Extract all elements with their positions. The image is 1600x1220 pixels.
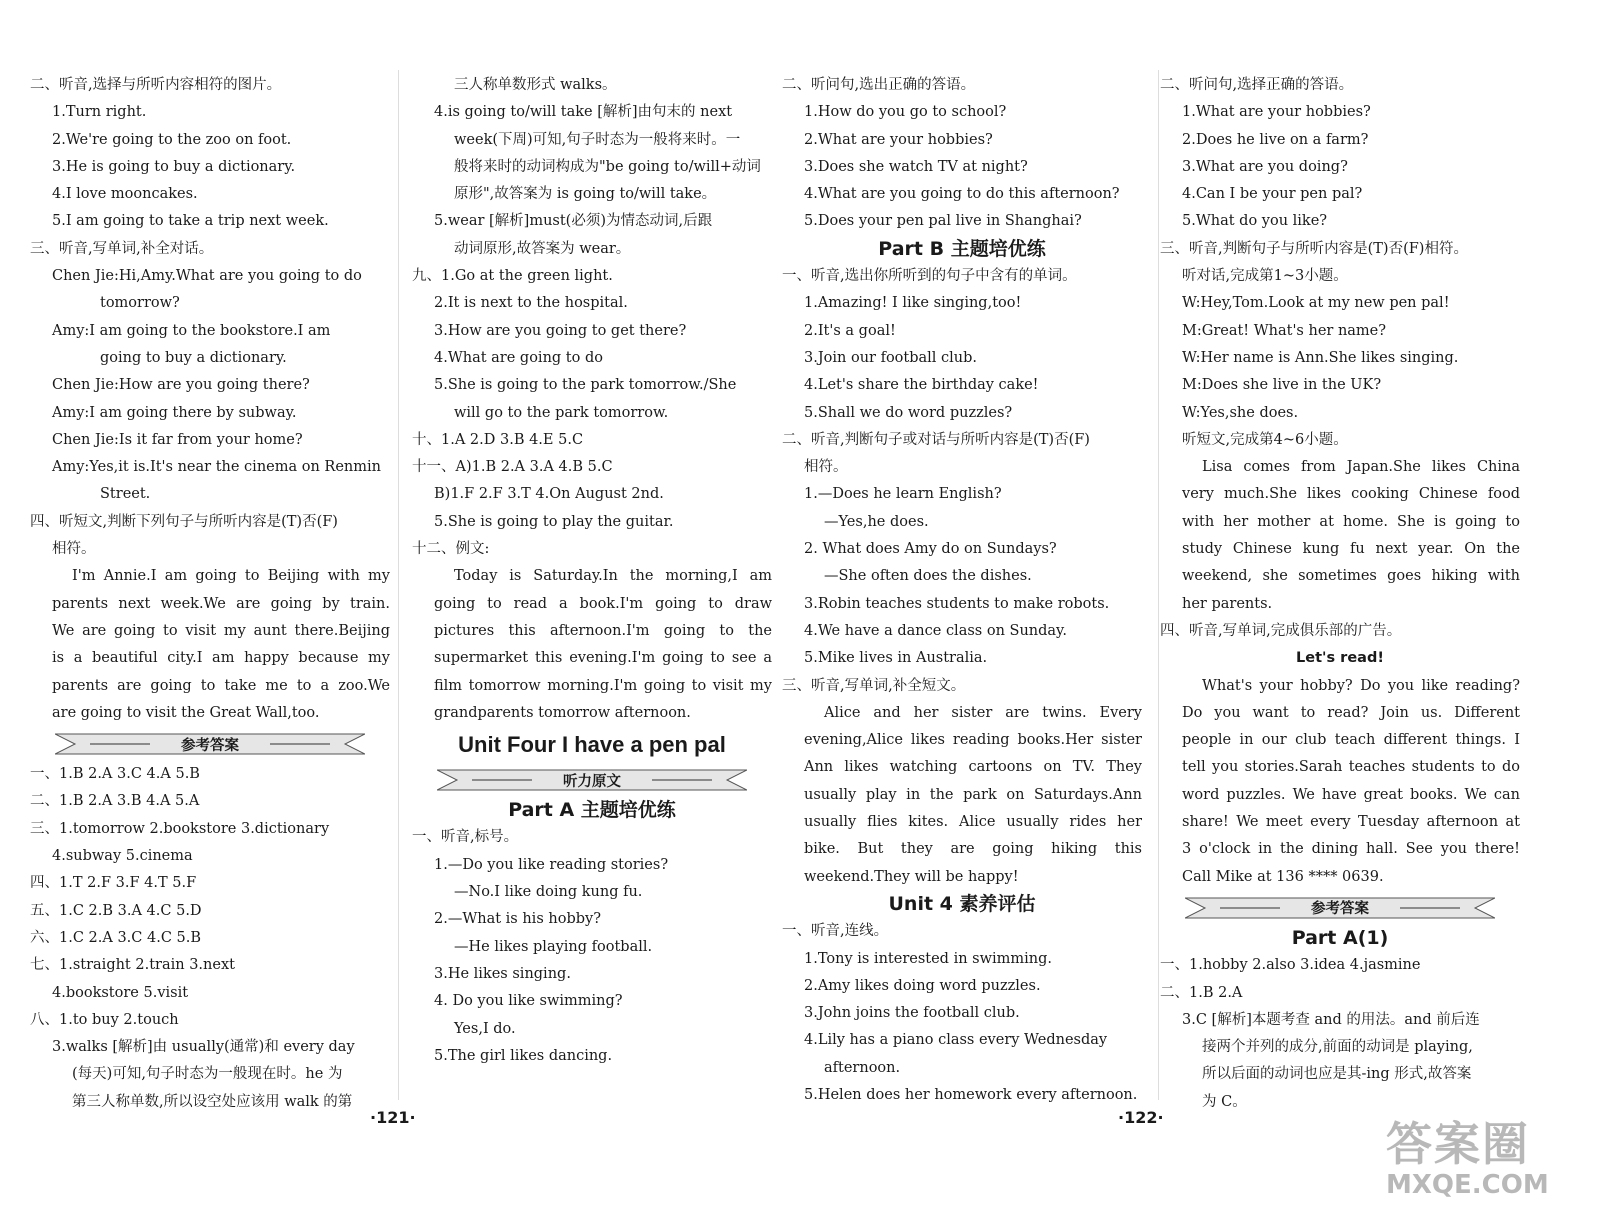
text-line: will go to the park tomorrow.: [454, 404, 669, 421]
text-line: —No.I like doing kung fu.: [454, 884, 643, 901]
text-line: Yes,I do.: [454, 1020, 516, 1037]
text-line: 5.Does your pen pal live in Shanghai?: [804, 213, 1082, 230]
watermark-logo: [1386, 1108, 1566, 1208]
text-line: 2.It's a goal!: [804, 322, 896, 339]
text-line: pictures this afternoon.I'm going to the: [434, 622, 772, 639]
text-line: supermarket this evening.I'm going to see a: [434, 650, 772, 667]
text-line: Street.: [100, 486, 151, 503]
text-line: are going to visit the Great Wall,too.: [52, 704, 320, 721]
text-line: 1.—Does he learn English?: [804, 486, 1002, 503]
unit-heading: Unit Four I have a pen pal: [458, 732, 726, 758]
text-line: 二、听音,判断句子或对话与所听内容是(T)否(F): [782, 431, 1090, 448]
text-line: Chen Jie:Is it far from your home?: [52, 431, 303, 448]
text-line: M:Great! What's her name?: [1182, 322, 1387, 339]
text-line: 一、1.hobby 2.also 3.idea 4.jasmine: [1160, 957, 1421, 974]
section-heading: Part A(1): [1291, 926, 1389, 949]
text-line: 四、听短文,判断下列句子与所听内容是(T)否(F): [30, 513, 338, 530]
text-line: 1.Tony is interested in swimming.: [804, 950, 1053, 967]
text-line: 二、听问句,选择正确的答语。: [1160, 77, 1354, 93]
text-line: 三、听音,写单词,补全短文。: [782, 677, 966, 694]
text-line: 5.She is going to play the guitar.: [434, 513, 674, 530]
column-rule: [398, 70, 399, 1100]
text-line: afternoon.: [824, 1059, 901, 1076]
text-line: 1.Turn right.: [52, 104, 147, 121]
section-heading: Part B 主题培优练: [878, 237, 1046, 260]
text-line: 动词原形,故答案为 wear。: [454, 240, 631, 257]
text-line: 5.What do you like?: [1182, 213, 1328, 230]
text-line: 3 o'clock in the dining hall. See you there!: [1182, 841, 1520, 858]
column-2: [412, 72, 772, 1070]
text-line: 1.—Do you like reading stories?: [434, 856, 669, 873]
section-heading: Let's read!: [1296, 650, 1384, 667]
text-line: 3.John joins the football club.: [804, 1005, 1020, 1022]
text-line: film tomorrow morning.I'm going to visit my: [434, 677, 772, 694]
text-line: 4.Let's share the birthday cake!: [804, 377, 1039, 394]
text-line: 三、听音,判断句子与所听内容是(T)否(F)相符。: [1160, 240, 1468, 257]
text-line: 4. Do you like swimming?: [434, 993, 623, 1010]
text-line: 般将来时的动词构成为"be going to/will+动词: [454, 158, 761, 175]
text-line: Chen Jie:Hi,Amy.What are you going to do: [52, 268, 362, 285]
text-line: 二、听问句,选出正确的答语。: [782, 77, 976, 93]
text-line: —She often does the dishes.: [824, 568, 1032, 585]
text-line: 十、1.A 2.D 3.B 4.E 5.C: [412, 431, 584, 448]
text-line: 2.It is next to the hospital.: [434, 295, 628, 312]
text-line: Ann likes watching cartoons on TV. They: [804, 759, 1142, 776]
text-line: 4.We have a dance class on Sunday.: [804, 622, 1067, 639]
text-line: 一、听音,连线。: [782, 923, 889, 940]
text-line: usually flies kites. Alice usually rides her: [804, 814, 1142, 831]
text-line: going to buy a dictionary.: [100, 349, 287, 366]
text-line: 2.Amy likes doing word puzzles.: [804, 977, 1041, 994]
text-line: 4.is going to/will take [解析]由句末的 next: [434, 104, 733, 121]
text-line: grandparents tomorrow afternoon.: [434, 704, 691, 721]
text-line: people in our club teach different things. I: [1182, 732, 1520, 749]
text-line: B)1.F 2.F 3.T 4.On August 2nd.: [434, 486, 664, 503]
text-line: 三、听音,写单词,补全对话。: [30, 240, 214, 257]
text-line: W:Yes,she does.: [1182, 404, 1299, 421]
text-line: 十二、例文:: [412, 541, 490, 558]
text-line: 八、1.to buy 2.touch: [30, 1011, 179, 1028]
text-line: very much.She likes cooking Chinese food: [1182, 486, 1520, 503]
text-line: share! We meet every Tuesday afternoon at: [1182, 814, 1520, 831]
column-1: [30, 72, 390, 1116]
text-line: 四、听音,写单词,完成俱乐部的广告。: [1160, 622, 1402, 639]
text-line: Do you want to read? Join us. Different: [1182, 704, 1520, 721]
text-line: 4.I love mooncakes.: [52, 186, 198, 203]
text-line: Today is Saturday.In the morning,I am: [454, 568, 772, 585]
text-line: 2.What are your hobbies?: [804, 131, 993, 148]
text-line: What's your hobby? Do you like reading?: [1202, 677, 1520, 694]
text-line: Amy:Yes,it is.It's near the cinema on Renmin: [52, 459, 381, 476]
text-line: 1.Amazing! I like singing,too!: [804, 295, 1022, 312]
text-line: 七、1.straight 2.train 3.next: [30, 957, 235, 974]
text-line: 3.Join our football club.: [804, 349, 978, 366]
text-line: Lisa comes from Japan.She likes China: [1202, 459, 1520, 476]
text-line: 3.Does she watch TV at night?: [804, 158, 1028, 175]
text-line: 二、听音,选择与所听内容相符的图片。: [30, 77, 282, 93]
text-line: 十一、A)1.B 2.A 3.A 4.B 5.C: [412, 459, 613, 476]
text-line: parents are going to take me to a zoo.We: [52, 677, 390, 694]
column-4: [1160, 72, 1520, 1116]
text-line: —Yes,he does.: [824, 513, 929, 530]
text-line: 5.I am going to take a trip next week.: [52, 213, 329, 230]
text-line: 3.Robin teaches students to make robots.: [804, 595, 1110, 612]
text-line: Amy:I am going there by subway.: [52, 404, 297, 421]
text-line: 1.How do you go to school?: [804, 104, 1007, 121]
section-banner: [1160, 891, 1520, 925]
text-line: I'm Annie.I am going to Beijing with my: [72, 568, 390, 585]
text-line: Chen Jie:How are you going there?: [52, 377, 310, 394]
text-line: 3.C [解析]本题考查 and 的用法。and 前后连: [1182, 1011, 1480, 1028]
text-line: 4.subway 5.cinema: [52, 848, 193, 865]
text-line: 2.We're going to the zoo on foot.: [52, 131, 292, 148]
text-line: her parents.: [1182, 595, 1273, 612]
text-line: with her mother at home. She is going to: [1182, 513, 1520, 530]
text-line: 3.He likes singing.: [434, 965, 571, 982]
text-line: 5.The girl likes dancing.: [434, 1047, 613, 1064]
text-line: bike. But they are going hiking this: [804, 841, 1142, 858]
text-line: 4.What are going to do: [434, 349, 603, 366]
text-line: 接两个并列的成分,前面的动词是 playing,: [1202, 1039, 1473, 1056]
section-banner: [30, 727, 390, 761]
text-line: 为 C。: [1202, 1093, 1247, 1110]
text-line: 4.Can I be your pen pal?: [1182, 186, 1363, 203]
text-line: 5.Shall we do word puzzles?: [804, 404, 1013, 421]
watermark-url: MXQE.COM: [1386, 1170, 1549, 1200]
text-line: —He likes playing football.: [454, 938, 653, 955]
column-rule: [1158, 70, 1159, 1100]
text-line: weekend, she sometimes goes hiking with: [1182, 568, 1520, 585]
text-line: 第三人称单数,所以设空处应该用 walk 的第: [72, 1093, 353, 1110]
text-line: week(下周)可知,句子时态为一般将来时。一: [454, 131, 741, 148]
text-line: 5.wear [解析]must(必须)为情态动词,后跟: [434, 213, 713, 230]
text-line: 4.What are you going to do this afternoon?: [804, 186, 1120, 203]
text-line: weekend.They will be happy!: [804, 868, 1019, 885]
text-line: W:Her name is Ann.She likes singing.: [1182, 349, 1459, 366]
text-line: 一、听音,标号。: [412, 829, 519, 846]
text-line: 3.He is going to buy a dictionary.: [52, 158, 296, 175]
text-line: 3.walks [解析]由 usually(通常)和 every day: [52, 1039, 355, 1056]
text-line: 四、1.T 2.F 3.F 4.T 5.F: [30, 875, 197, 892]
text-line: going to read a book.I'm going to draw: [434, 595, 772, 612]
section-heading: Part A 主题培优练: [508, 799, 676, 822]
page-number-right: ·122·: [1118, 1108, 1164, 1127]
text-line: M:Does she live in the UK?: [1182, 377, 1382, 394]
text-line: 二、1.B 2.A 3.B 4.A 5.A: [30, 793, 200, 810]
column-3: [782, 72, 1142, 1109]
text-line: 听对话,完成第1~3小题。: [1182, 268, 1348, 285]
page-number-left: ·121·: [370, 1108, 416, 1127]
text-line: 所以后面的动词也应是其-ing 形式,故答案: [1202, 1066, 1472, 1083]
text-line: evening,Alice likes reading books.Her sister: [804, 732, 1142, 749]
text-line: Call Mike at 136 **** 0639.: [1182, 868, 1384, 885]
text-line: We are going to visit my aunt there.Beijing: [52, 622, 390, 639]
text-line: study Chinese kung fu next year. On the: [1182, 541, 1520, 558]
text-line: usually play in the park on Saturdays.Ann: [804, 786, 1142, 803]
text-line: 3.How are you going to get there?: [434, 322, 687, 339]
text-line: 相符。: [804, 459, 848, 476]
text-line: 一、听音,选出你所听到的句子中含有的单词。: [782, 268, 1077, 285]
text-line: tell you stories.Sarah teaches students to do: [1182, 759, 1520, 776]
section-banner: [412, 763, 772, 797]
text-line: 听短文,完成第4~6小题。: [1182, 431, 1348, 448]
text-line: Amy:I am going to the bookstore.I am: [52, 322, 331, 339]
text-line: 六、1.C 2.A 3.C 4.C 5.B: [30, 929, 202, 946]
text-line: 三、1.tomorrow 2.bookstore 3.dictionary: [30, 820, 330, 837]
banner-label: 听力原文: [563, 773, 621, 790]
text-line: 五、1.C 2.B 3.A 4.C 5.D: [30, 902, 202, 919]
text-line: tomorrow?: [100, 295, 180, 312]
text-line: 5.She is going to the park tomorrow./She: [434, 377, 737, 394]
section-heading: Unit 4 素养评估: [888, 892, 1036, 915]
text-line: 4.Lily has a piano class every Wednesday: [804, 1032, 1108, 1049]
text-line: Alice and her sister are twins. Every: [824, 704, 1142, 721]
text-line: 2.Does he live on a farm?: [1182, 131, 1369, 148]
text-line: 2.—What is his hobby?: [434, 911, 601, 928]
text-line: 一、1.B 2.A 3.C 4.A 5.B: [30, 766, 200, 783]
text-line: 2. What does Amy do on Sundays?: [804, 541, 1057, 558]
text-line: 九、1.Go at the green light.: [412, 268, 613, 285]
text-line: 5.Helen does her homework every afternoon.: [804, 1086, 1138, 1103]
text-line: 相符。: [52, 541, 96, 558]
text-line: (每天)可知,句子时态为一般现在时。he 为: [72, 1066, 343, 1083]
banner-label: 参考答案: [1311, 901, 1369, 918]
text-line: 5.Mike lives in Australia.: [804, 650, 988, 667]
text-line: parents next week.We are going by train.: [52, 595, 390, 612]
text-line: 原形",故答案为 is going to/will take。: [454, 186, 717, 203]
text-line: 1.What are your hobbies?: [1182, 104, 1371, 121]
text-line: is a beautiful city.I am happy because my: [52, 650, 390, 667]
banner-label: 参考答案: [181, 737, 239, 754]
text-line: 3.What are you doing?: [1182, 158, 1348, 175]
watermark-text: 答案圈: [1386, 1117, 1530, 1171]
text-line: 4.bookstore 5.visit: [52, 984, 189, 1001]
text-line: 三人称单数形式 walks。: [454, 77, 617, 93]
text-line: word puzzles. We have great books. We can: [1182, 786, 1520, 803]
text-line: W:Hey,Tom.Look at my new pen pal!: [1182, 295, 1450, 312]
text-line: 二、1.B 2.A: [1160, 984, 1243, 1001]
